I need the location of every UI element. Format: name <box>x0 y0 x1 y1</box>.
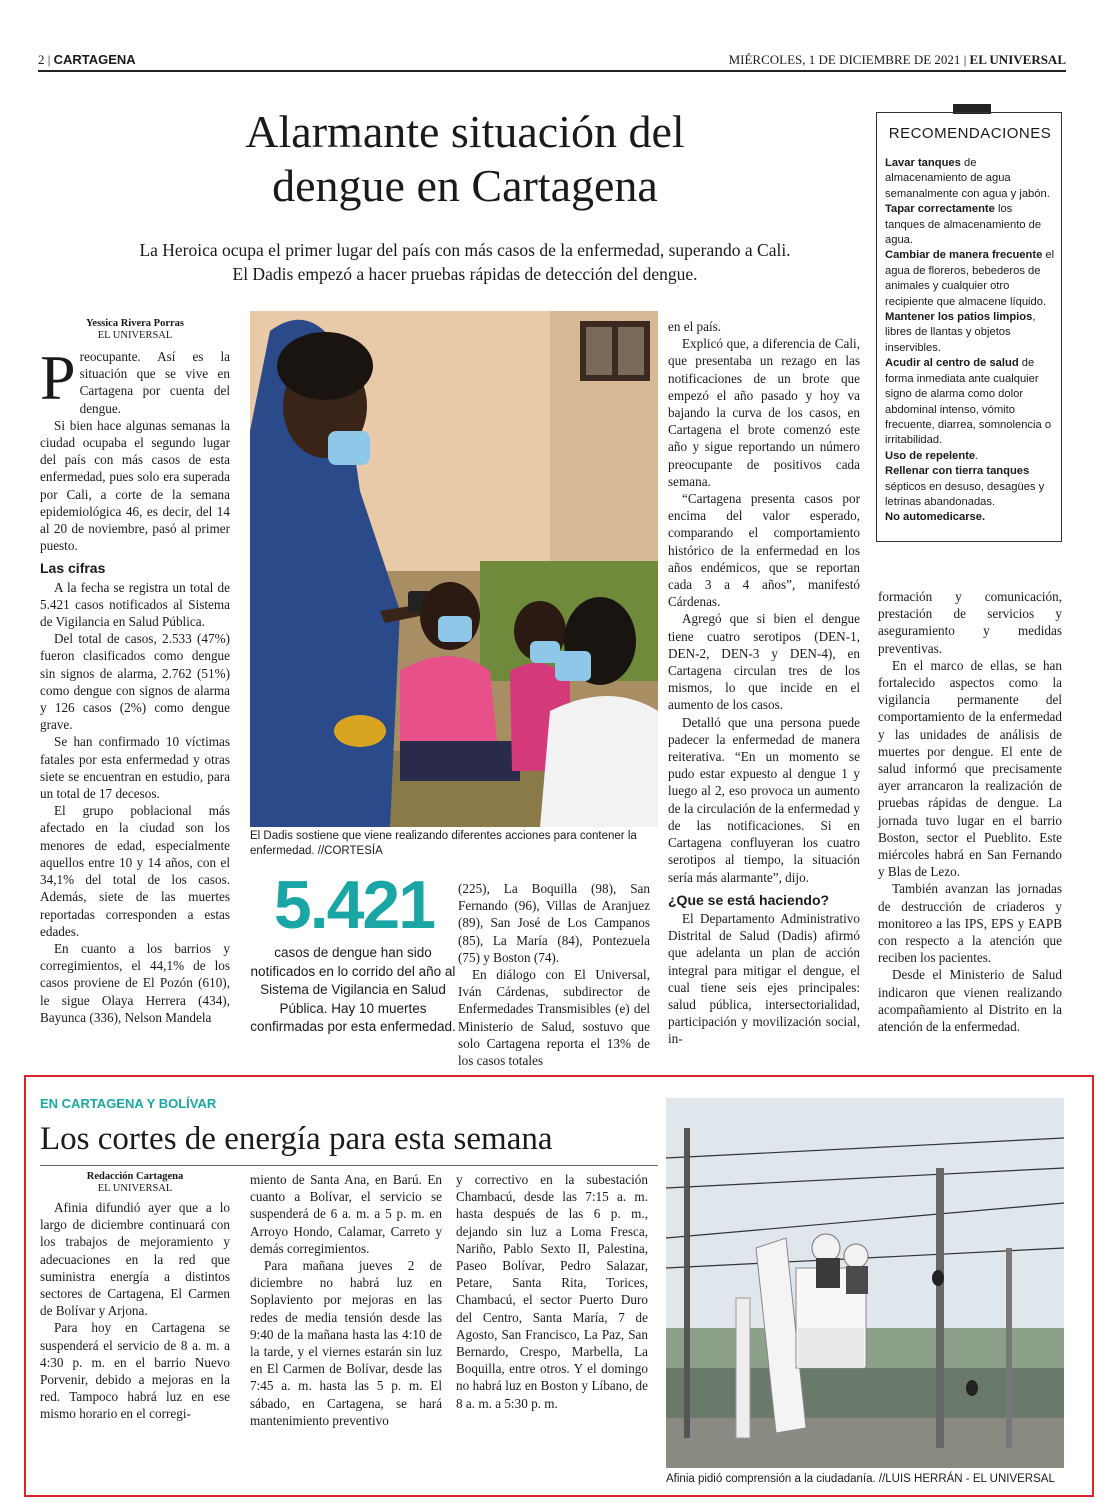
energy-column-1 <box>40 1171 230 1423</box>
recommendation-text: sépticos en desuso, desagües y letrinas abandonadas. <box>885 480 1045 508</box>
paragraph: y correctivo en la subestación Chambacú, desde las 7:15 a. m. hasta después de las 6 p. m., dejando sin luz a Loma Fresca, Nariño, Pablo Sexto II, Palestina, Paseo Bolívar, Pedro Salazar, Petare, Santa Rita, Torices, Chambacú, el sector Puerto Duro del Centro, Santa María, 7 de Agosto, San Francisco, La Paz, San Bernardo, Crespo, Marbella, La Boquilla, entre otros. Y el domingo no habrá luz en Boston y Líbano, de 8 a. m. a 5:30 p. m. <box>456 1172 648 1411</box>
recommendation-item <box>885 356 1055 448</box>
section-name: CARTAGENA <box>53 52 136 67</box>
recommendation-lead: No automedicarse. <box>885 511 986 524</box>
story-deck <box>120 238 810 286</box>
energy-headline: Los cortes de energía para esta semana <box>40 1121 553 1157</box>
recommendation-lead: Acudir al centro de salud <box>885 357 1019 370</box>
recommendation-lead: Tapar correctamente <box>885 203 995 216</box>
page-number: 2 <box>38 52 45 67</box>
issue-date: MIÉRCOLES, 1 DE DICIEMBRE DE 2021 <box>728 52 961 67</box>
big-number-text: casos de dengue han sido notificados en lo corrido del año al Sistema de Vigilancia en Salud Pública. Hay 10 muertes confirmadas por esta enfermedad. <box>250 945 456 1034</box>
paragraph: El grupo poblacional más afectado en la ciudad son los menores de edad, especialmente aquellos entre 10 y 14 años, con el 34,1% del total de los casos. Además, siete de las muertes reportadas corresponden a estas edades. <box>40 803 230 939</box>
header-left: 2 | CARTAGENA <box>38 52 136 67</box>
paragraph: En cuanto a los barrios y corregimientos, el 44,1% de los casos proviene de El Pozón (610), le sigue Olaya Herrera (434), Bayunca (336), Nelson Mandela <box>40 940 230 1025</box>
paragraph: Para hoy en Cartagena se suspenderá el servicio de 8 a. m. a 4:30 p. m. en el barrio Nuevo Porvenir, debido a mejoras en la red. Tampoco habrá luz en ese mismo horario en el corregi- <box>40 1320 230 1422</box>
headline-line-1: Alarmante situación del <box>245 106 685 157</box>
recommendation-lead: Mantener los patios limpios <box>885 311 1033 324</box>
recommendation-item <box>885 248 1055 310</box>
subheading-cifras: Las cifras <box>40 560 106 577</box>
paragraph: Detalló que una persona puede padecer la enfermedad de manera reiterativa. “En un momento se pudo estar expuesto al dengue 1 y luego al 2, eso provoca un aumento de la circulación de la enfermedad y de las notificaciones. Si en Cartagena confluyeran los cuatro serotipos al tiempo, la situación sería más alarmante”, dijo. <box>668 714 860 885</box>
subheading-que-se-hace: ¿Que se está haciendo? <box>668 891 830 908</box>
paragraph: formación y comunicación, prestación de servicios y aseguramiento y medidas preventivas. <box>878 589 1062 656</box>
photo-caption: El Dadis sostiene que viene realizando diferentes acciones para contener la enfermedad. //CORTESÍA <box>250 830 637 857</box>
energy-byline <box>40 1171 230 1195</box>
headline-line-2: dengue en Cartagena <box>272 160 658 211</box>
recommendations-list <box>885 156 1055 526</box>
recommendation-text: , libres de llantas y objetos inservibles. <box>885 311 1036 354</box>
paragraph: El Departamento Administrativo Distrital de Salud (Dadis) afirmó que adelanta un plan de acción integral para mitigar el dengue, el cual tiene seis ejes principales: salud pública, intersectorialidad, participación y movilización social, in- <box>668 910 860 1047</box>
byline-org: EL UNIVERSAL <box>97 1183 173 1194</box>
recommendation-text: de forma inmediata ante cualquier signo de alarma como dolor abdominal intenso, vómito frecuente, diarrea, somnolencia o irritabilidad. <box>885 357 1052 447</box>
drop-cap: P <box>40 342 76 413</box>
recommendation-text: el agua de floreros, bebederos de animales y cualquier otro recipiente que almacene líquido. <box>885 249 1055 308</box>
paragraph: Explicó que, a diferencia de Cali, que presentaba un rezago en las notificaciones de un brote que empezó el año pasado y hoy va bajando la curva de los casos, en Cartagena el brote comenzó este año y sigue reportando un número preocupante de positivos cada semana. <box>668 336 860 489</box>
recommendation-text: . <box>975 449 979 462</box>
recommendation-item <box>885 449 1055 464</box>
recommendation-lead: Rellenar con tierra tanques <box>885 465 1030 478</box>
recommendation-item <box>885 202 1055 248</box>
recommendation-item <box>885 310 1055 356</box>
paper-name: EL UNIVERSAL <box>969 52 1066 67</box>
dengue-photo <box>250 311 658 827</box>
story-kicker: EN CARTAGENA Y BOLÍVAR <box>40 1096 217 1111</box>
recommendation-lead: Uso de repelente <box>885 449 976 462</box>
recommendation-item <box>885 464 1055 510</box>
story-column-3 <box>458 880 650 1069</box>
paragraph: “Cartagena presenta casos por encima del valor esperado, comparando el comportamiento histórico de la enfermedad en los años endémicos, que se reportan cada 3 a 4 años”, manifestó Cárdenas. <box>668 491 860 610</box>
energy-column-2 <box>250 1171 442 1429</box>
paragraph: En diálogo con El Universal, Iván Cárdenas, subdirector de Enfermedades Transmisibles (e) del Ministerio de Salud, sostuvo que solo Cartagena reporta el 13% de los casos totales <box>458 967 650 1069</box>
paragraph: Se han confirmado 10 víctimas fatales por esta enfermedad y otras siete se encuentran en estudio, para un total de 17 decesos. <box>40 734 230 802</box>
paragraph: Desde el Ministerio de Salud indicaron que vienen realizando acompañamiento al Distrito en la atención de la enfermedad. <box>878 967 1062 1035</box>
recommendation-lead: Cambiar de manera frecuente <box>885 249 1043 262</box>
story-column-1 <box>40 318 230 1026</box>
recommendations-title: RECOMENDACIONES <box>888 125 1052 142</box>
story-column-4 <box>668 318 860 1048</box>
big-number: 5.421 <box>273 867 435 943</box>
byline-name: Redacción Cartagena <box>86 1171 184 1182</box>
headline-rule <box>40 1165 658 1166</box>
paragraph: A la fecha se registra un total de 5.421 casos notificados al Sistema de Vigilancia en Salud Pública. <box>40 579 230 630</box>
paragraph: En el marco de ellas, se han fortalecido aspectos como la vigilancia permanente del comportamiento de la enfermedad y las unidades de análisis de muertes por dengue. El ente de salud informó que precisamente ayer arrancaron la realización de pruebas rápidas de dengue. La jornada tuvo lugar en el barrio Boston, sector el Pueblito. Este miércoles habrá en San Fernando y Blas de Lezo. <box>878 657 1062 880</box>
paragraph: Del total de casos, 2.533 (47%) fueron clasificados como dengue sin signos de alarma, 2.762 (51%) como dengue con signos de alarma y 126 casos (2%) como dengue grave. <box>40 631 230 733</box>
page-header <box>38 52 1066 72</box>
header-right: MIÉRCOLES, 1 DE DICIEMBRE DE 2021 | EL UNIVERSAL <box>728 52 1066 67</box>
paragraph: (225), La Boquilla (98), San Fernando (96), Villas de Aranjuez (89), San José de Los Campanos (85), La María (84), Pontezuela (75) y Boston (74). <box>458 881 650 965</box>
recommendation-lead: Lavar tanques <box>885 157 961 169</box>
paragraph: También avanzan las jornadas de destrucción de criaderos y monitoreo a las IPS, EPS y EAPB con respecto a la atención que reciben los pacientes. <box>878 881 1062 966</box>
recommendation-text: de almacenamiento de agua semanalmente con agua y jabón. <box>885 157 1050 200</box>
lead-paragraph: Preocupante. Así es la situación que se vive en Cartagena por cuenta del dengue. <box>40 342 230 416</box>
paragraph: Afinia difundió ayer que a lo largo de diciembre continuará con los trabajos de mejoramiento y adecuaciones en la red que suministra energía a distintos sectores de Cartagena, El Carmen de Bolívar y Arjona. <box>40 1200 230 1319</box>
paragraph: Si bien hace algunas semanas la ciudad ocupaba el segundo lugar del país con más casos de esta enfermedad, pues solo era superada por Cali, a corte de la semana epidemiológica 46, es decir, del 14 al 20 de noviembre, pasó al primer puesto. <box>40 417 230 554</box>
story-headline <box>115 105 815 213</box>
recommendations-box <box>876 112 1062 542</box>
energy-column-3 <box>456 1171 648 1412</box>
byline <box>40 318 230 342</box>
lineman-photo <box>666 1098 1064 1468</box>
recommendation-text: los tanques de almacenamiento de agua. <box>885 203 1042 247</box>
byline-name: Yessica Rivera Porras <box>86 318 184 329</box>
recommendation-item <box>885 156 1055 202</box>
deck-line-2: El Dadis empezó a hacer pruebas rápidas de detección del dengue. <box>232 264 698 284</box>
paragraph: Para mañana jueves 2 de diciembre no habrá luz en Soplaviento por mejoras en las redes de media tensión desde las 9:40 de la mañana hasta las 4:10 de la tarde, y el viernes estarán sin luz en El Carmen de Bolívar, desde las 7:45 a. m. hasta las 5 p. m. El sábado, en Cartagena, se hará mantenimiento preventivo <box>250 1258 442 1428</box>
paragraph: en el país. <box>668 319 722 334</box>
byline-org: EL UNIVERSAL <box>97 330 173 341</box>
paragraph: Agregó que si bien el dengue tiene cuatro serotipos (DEN-1, DEN-2, DEN-3 y DEN-4), en Cartagena circulan tres de los mismos, lo que incide en el aumento de los casos. <box>668 611 860 713</box>
story-column-5 <box>878 588 1062 1035</box>
deck-line-1: La Heroica ocupa el primer lugar del país con más casos de la enfermedad, superando a Cali. <box>139 240 791 260</box>
energy-photo-caption: Afinia pidió comprensión a la ciudadanía. //LUIS HERRÁN - EL UNIVERSAL <box>666 1473 1055 1485</box>
paragraph: miento de Santa Ana, en Barú. En cuanto a Bolívar, el servicio se suspenderá de 6 a. m. a 5 p. m. en Arroyo Hondo, Calamar, Carreto y demás corregimientos. <box>250 1172 442 1256</box>
recommendation-item <box>885 510 1055 525</box>
